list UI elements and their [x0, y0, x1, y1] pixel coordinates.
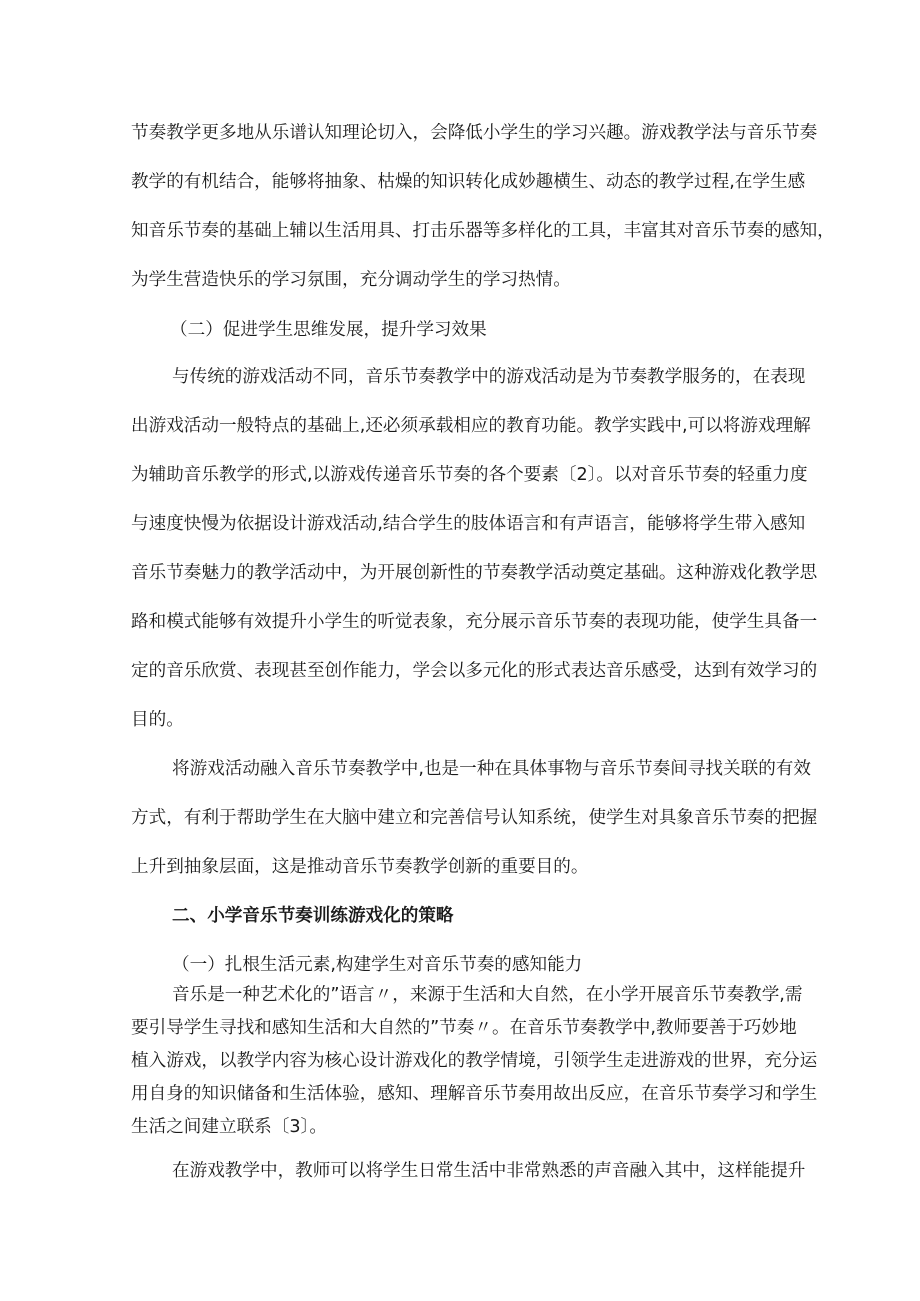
paragraph-line: 为学生营造快乐的学习氛围，充分调动学生的学习热情。 — [131, 270, 571, 290]
paragraph-line: 音乐是一种艺术化的”语言〃，来源于生活和大自然，在小学开展音乐节奏教学,需 — [172, 985, 803, 1005]
section-subheading: （二）促进学生思维发展，提升学习效果 — [170, 320, 487, 340]
paragraph-line: 教学的有机结合，能够将抽象、枯燥的知识转化成妙趣横生、动态的教学过程,在学生感 — [131, 172, 806, 192]
paragraph-line: 植入游戏，以教学内容为核心设计游戏化的教学情境，引领学生走进游戏的世界，充分运 — [131, 1051, 818, 1071]
paragraph-line: 目的。 — [131, 710, 184, 730]
section-subheading: （一）扎根生活元素,构建学生对音乐节奏的感知能力 — [172, 955, 583, 975]
paragraph-line: 方式，有利于帮助学生在大脑中建立和完善信号认知系统，使学生对具象音乐节奏的把握 — [131, 808, 818, 828]
paragraph-line: 路和模式能够有效提升小学生的听觉表象，充分展示音乐节奏的表现功能，使学生具备一 — [131, 612, 818, 632]
paragraph-line: 与速度快慢为依据设计游戏活动,结合学生的肢体语言和有声语言，能够将学生带入感知 — [131, 514, 806, 534]
paragraph-line: 与传统的游戏活动不同，音乐节奏教学中的游戏活动是为节奏教学服务的，在表现 — [172, 367, 806, 387]
section-heading: 二、小学音乐节奏训练游戏化的策略 — [172, 906, 454, 926]
paragraph-line: 出游戏活动一般特点的基础上,还必须承载相应的教育功能。教学实践中,可以将游戏理解 — [131, 416, 811, 436]
paragraph-line: 节奏教学更多地从乐谱认知理论切入，会降低小学生的学习兴趣。游戏教学法与音乐节奏 — [131, 123, 818, 143]
paragraph-line: 要引导学生寻找和感知生活和大自然的”节奏〃。在音乐节奏教学中,教师要善于巧妙地 — [131, 1018, 797, 1038]
paragraph-line: 生活之间建立联系〔3〕。 — [131, 1117, 327, 1137]
paragraph-line: 为辅助音乐教学的形式,以游戏传递音乐节奏的各个要素〔2〕。以对音乐节奏的轻重力度 — [131, 465, 808, 485]
paragraph-line: 上升到抽象层面，这是推动音乐节奏教学创新的重要目的。 — [131, 857, 589, 877]
paragraph-line: 将游戏活动融入音乐节奏教学中,也是一种在具体事物与音乐节奏间寻找关联的有效 — [172, 759, 811, 779]
paragraph-line: 用自身的知识储备和生活体验，感知、理解音乐节奏用故出反应，在音乐节奏学习和学生 — [131, 1084, 818, 1104]
paragraph-line: 知音乐节奏的基础上辅以生活用具、打击乐器等多样化的工具，丰富其对音乐节奏的感知， — [131, 221, 835, 241]
paragraph-line: 音乐节奏魅力的教学活动中，为开展创新性的节奏教学活动奠定基础。这种游戏化教学思 — [131, 563, 818, 583]
paragraph-line: 在游戏教学中，教师可以将学生日常生活中非常熟悉的声音融入其中，这样能提升 — [172, 1161, 806, 1181]
paragraph-line: 定的音乐欣赏、表现甚至创作能力，学会以多元化的形式表达音乐感受，达到有效学习的 — [131, 661, 818, 681]
